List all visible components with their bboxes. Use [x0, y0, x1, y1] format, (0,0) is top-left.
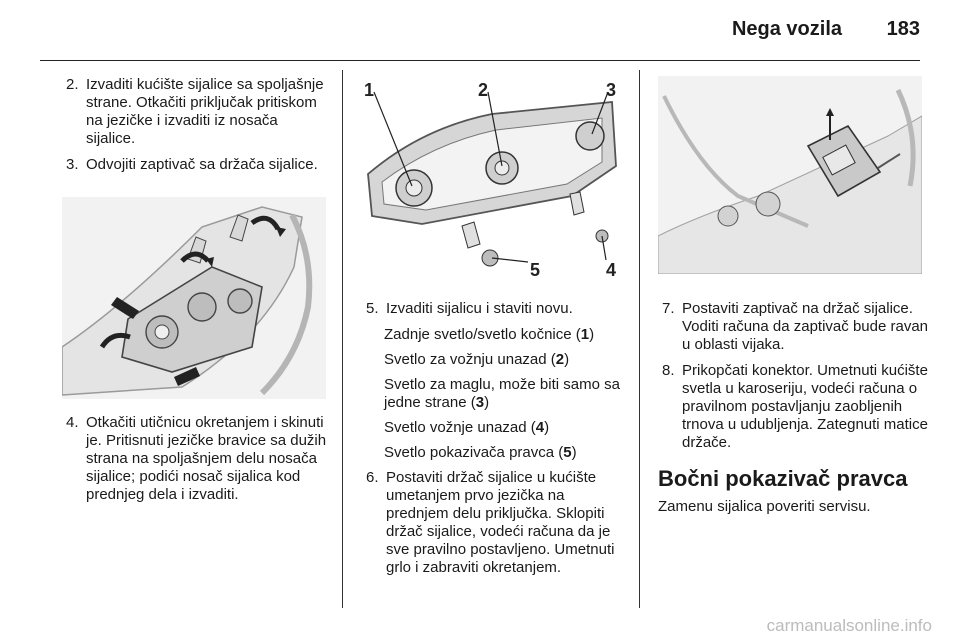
column-divider-1: [342, 70, 343, 608]
step-text: Otkačiti utičnicu okretanjem i skinuti je. Pritisnuti jezičke bravice sa dužih strana na spoljašnjem delu nosača sijalice; podići nosač sijalica kod prednjeg dela i izvaditi.: [86, 414, 327, 503]
bulb-positions-illustration: [362, 76, 622, 284]
column-1-steps-a: [62, 76, 330, 182]
column-3-steps: [658, 300, 928, 516]
bulb-item-4: Svetlo vožnje unazad (4): [384, 419, 550, 436]
header-title: Nega vozila: [731, 18, 842, 40]
callout-5: 5: [530, 260, 541, 280]
bulb-item-3: Svetlo za maglu, može biti samo sa jedne strane (3): [384, 376, 620, 411]
step-number: 4.: [66, 414, 79, 431]
section-text: Zamenu sijalica poveriti servisu.: [658, 498, 871, 515]
step-6: [362, 469, 628, 577]
figure-bulb-positions: [362, 76, 622, 284]
column-divider-2: [639, 70, 640, 608]
figure-seal-placement: [658, 76, 922, 274]
bulb-item-5: Svetlo pokazivača pravca (5): [384, 444, 577, 461]
column-1-steps-b: [62, 414, 330, 512]
callout-2: 2: [478, 80, 489, 100]
step-5: [362, 300, 628, 318]
section-heading: Bočni pokazivač pravca: [658, 466, 908, 491]
callout-4: 4: [606, 260, 617, 280]
column-2-steps: [362, 300, 628, 585]
step-number: 7.: [662, 300, 675, 317]
bulb-item-2: Svetlo za vožnju unazad (2): [384, 351, 570, 368]
step-number: 3.: [66, 156, 79, 173]
step-text: Odvojiti zaptivač sa držača sijalice.: [86, 156, 318, 173]
bulb-holder-illustration: [62, 197, 326, 399]
step-text: Postaviti držač sijalice u kućište umetanjem prvo jezička na prednjem delu priključka. Sklopiti držač sijalice, vodeći računa da je sve pravilno postavljeno. Umetnuti grlo i zabraviti okretanjem.: [386, 469, 615, 576]
step-number: 5.: [366, 300, 379, 317]
step-7: [658, 300, 928, 354]
header-rule: [40, 60, 920, 61]
step-8: [658, 362, 928, 452]
step-number: 6.: [366, 469, 379, 486]
step-text: Prikopčati konektor. Umetnuti kućište svetla u karoseriju, vodeći računa o pravilnom postavljanju zaobljenih trnova u udubljenja. Zategnuti matice držače.: [682, 362, 928, 451]
step-number: 8.: [662, 362, 675, 379]
callout-3: 3: [606, 80, 617, 100]
figure-bulb-holder-removal: [62, 197, 326, 399]
page-number: 183: [886, 18, 920, 40]
seal-placement-illustration: [658, 76, 922, 274]
step-text: Izvaditi kućište sijalice sa spoljašnje strane. Otkačiti priključak pritiskom na jezičke i izvaditi iz nosača sijalice.: [86, 76, 324, 147]
step-2: [62, 76, 330, 148]
step-text: Izvaditi sijalicu i staviti novu.: [386, 300, 573, 317]
step-4: [62, 414, 330, 504]
callout-1: 1: [364, 80, 375, 100]
step-3: [62, 156, 330, 174]
watermark: carmanualsonline.info: [766, 616, 932, 635]
step-number: 2.: [66, 76, 79, 93]
step-text: Postaviti zaptivač na držač sijalice. Voditi računa da zaptivač bude ravan u oblasti vijaka.: [682, 300, 928, 353]
bulb-item-1: Zadnje svetlo/svetlo kočnice (1): [384, 326, 595, 343]
page-header: [0, 0, 960, 60]
